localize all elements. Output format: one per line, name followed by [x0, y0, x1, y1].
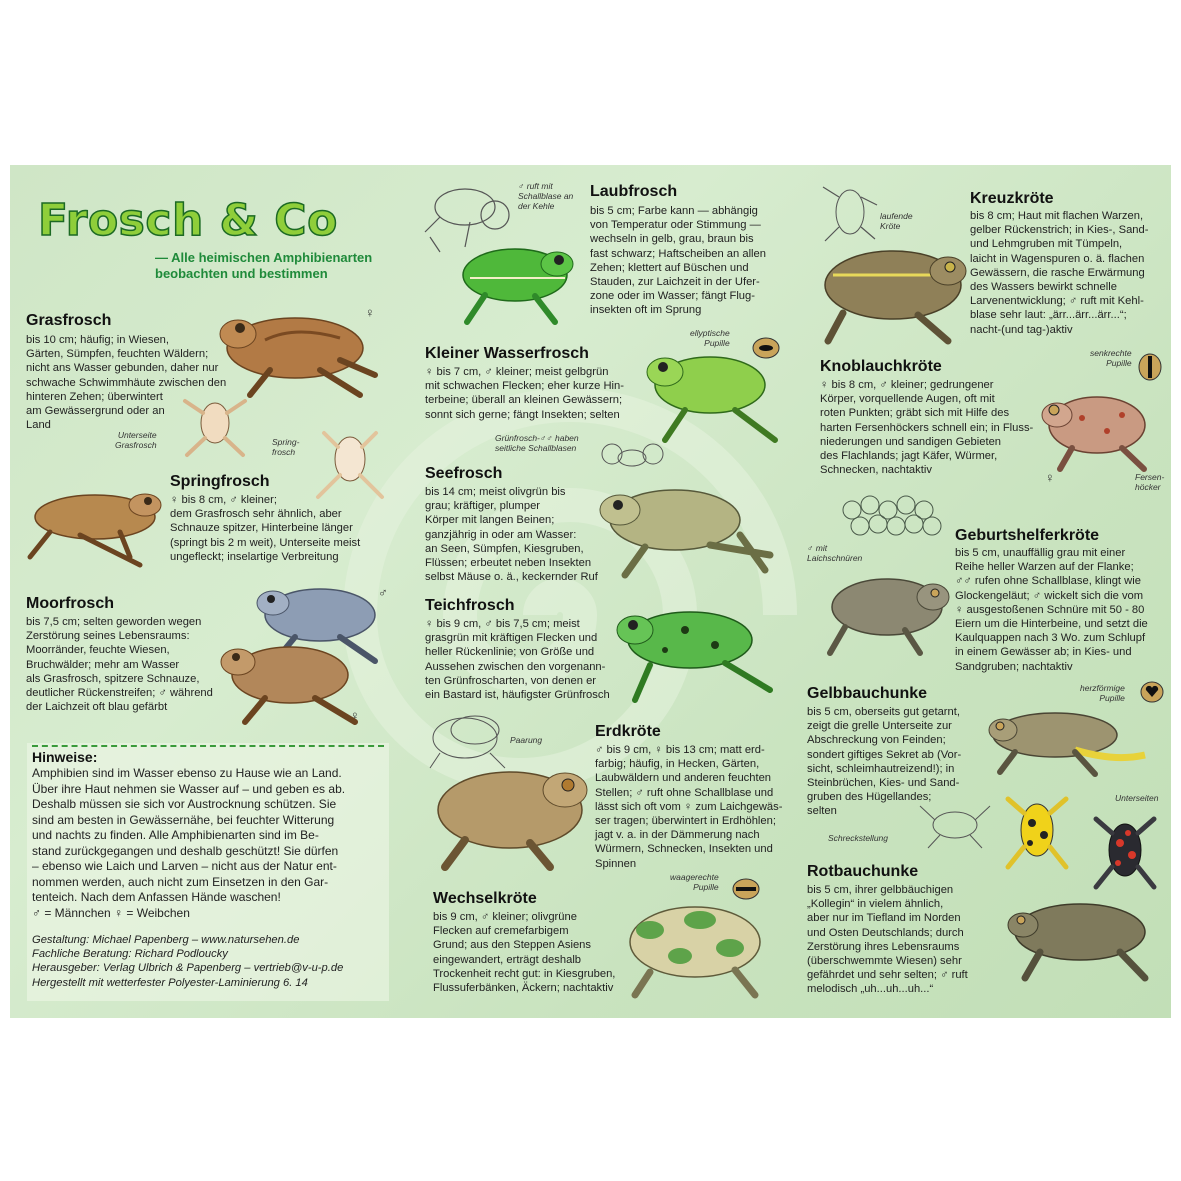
male-symbol: ♂: [378, 585, 388, 600]
laubfrosch-illustration-icon: [445, 230, 585, 330]
knoblauchkroete-caption: senkrechte Pupille: [1090, 348, 1132, 368]
springfrosch-illustration-icon: [20, 477, 170, 572]
kreuzkroete-heading: Kreuzkröte: [970, 190, 1054, 207]
seefrosch-illustration-icon: [590, 475, 780, 580]
page-subtitle: — Alle heimischen Amphibienarten beobachten und bestimmen: [155, 250, 373, 281]
geburtshelferkroete-caption: ♂ mit Laichschnüren: [807, 543, 863, 563]
kreuzkroete-caption: laufende Kröte: [880, 211, 913, 231]
wechselkroete-illustration-icon: [610, 890, 780, 1000]
grasfrosch-underside-icon: [175, 393, 255, 463]
laubfrosch-caption: ♂ ruft mit Schallblase an der Kehle: [518, 181, 574, 211]
female-symbol-moorfrosch: ♀: [350, 708, 360, 723]
erdkroete-caption: Paarung: [510, 735, 543, 745]
geburtshelferkroete-illustration-icon: [815, 565, 955, 660]
grasfrosch-heading: Grasfrosch: [26, 312, 112, 329]
knoblauchkroete-heading: Knoblauchkröte: [820, 358, 942, 375]
gelbbauchunke-caption: herzförmige Pupille: [1080, 683, 1125, 703]
moorfrosch-text: bis 7,5 cm; selten geworden wegen Zerstörung seines Lebensraums: Moorränder, feuchte Wiesen, Bruchwälder; mehr am Wasser als Grasfrosch, spitzere Schnauze, deutlicher Rückenstreifen; ♂ während der Laichzeit oft blau gefärbt: [26, 616, 213, 714]
geburtshelferkroete-text: bis 5 cm, unauffällig grau mit einer Reihe heller Warzen auf der Flanke; ♂♂ rufen ohne Schallblase, klingt wie Glockengeläut; ♂ wickelt sich die vom ♀ ausgestoßenen Schnüre mit 50 - 80 Eiern um die Hinterbeine, und setzt die Kaulquappen nach 3 Wo. zum Schlupf in einem Gewässer ab; in Kies- und Sandgruben; nachtaktiv: [955, 547, 1148, 673]
vertical-pupil-icon: [1138, 353, 1162, 381]
erdkroete-text: ♂ bis 9 cm, ♀ bis 13 cm; matt erd- farbig; häufig, in Hecken, Gärten, Laubwäldern und anderen feuchten Stellen; ♂ ruft ohne Schallblase und lässt sich oft vom ♀ zum Laichgewäs- ser tragen; überwintert in Erdhöhlen; jagt v. a. in der Dämmerung nach Würmern, Schnecken, Insekten und Spinnen: [595, 744, 783, 870]
hinweise-divider: [32, 745, 384, 747]
teichfrosch-illustration-icon: [605, 595, 780, 705]
springfrosch-text: ♀ bis 8 cm, ♂ kleiner; dem Grasfrosch sehr ähnlich, aber Schnauze spitzer, Hinterbeine länger (springt bis 2 m weit), Unterseite meist ungefleckt; inselartige Verbreitung: [170, 494, 361, 563]
hinweise-heading: Hinweise:: [32, 749, 98, 765]
wechselkroete-caption: waagerechte Pupille: [670, 872, 719, 892]
female-symbol-knoblauchkroete: ♀: [1045, 470, 1055, 485]
springfrosch-underside-caption: Spring- frosch: [272, 437, 300, 457]
female-symbol: ♀: [365, 305, 375, 320]
kleiner-wasserfrosch-illustration-icon: [635, 340, 780, 445]
rotbauchunke-text: bis 5 cm, ihrer gelbbäuchigen „Kollegin“ in vielem ähnlich, aber nur im Tiefland im Norden und Osten Deutschlands; durch Zerstörung ihres Lebensraums (überschwemmte Wiesen) sehr gefährdet und sehr selten; ♂ ruft melodisch „uh...uh...uh...“: [807, 884, 968, 996]
grasfrosch-underside-caption: Unterseite Grasfrosch: [115, 430, 157, 450]
kreuzkroete-illustration-icon: [808, 233, 973, 348]
seefrosch-text: bis 14 cm; meist olivgrün bis grau; kräftiger, plumper Körper mit langen Beinen; ganzjährig in oder am Wasser: an Seen, Sümpfen, Kiesgruben, Flüssen; erbeutet neben Insekten selbst Mäuse o. ä., keckernder Ruf: [425, 486, 598, 584]
schreckstellung-caption: Schreckstellung: [828, 833, 889, 843]
gelbbauchunke-heading: Gelbbauchunke: [807, 685, 928, 702]
erdkroete-illustration-icon: [420, 755, 600, 875]
springfrosch-heading: Springfrosch: [170, 473, 270, 490]
kleiner-wasserfrosch-caption: ellyptische Pupille: [690, 328, 730, 348]
geburtshelferkroete-heading: Geburtshelferkröte: [955, 527, 1100, 544]
hinweise-text: Amphibien sind im Wasser ebenso zu Hause wie an Land. Über ihre Haut nehmen sie Wasser auf – und geben es ab. Deshalb müssen sie sich vor Austrocknung schützen. Sie sind am besten in Gewässernähe, bei feuchter Witterung und nachts zu finden. Alle Amphibienarten sind im Be- stand zurückgegangen und deshalb geschützt! Sie dürfen – ebenso wie Laich und Larven – nicht aus der Natur ent- nommen werden, auch nicht zum Einsetzen in den Gar- tenteich. Nach dem Anfassen Hände waschen! ♂ = Männchen ♀ = Weibchen: [32, 766, 346, 920]
seefrosch-heading: Seefrosch: [425, 465, 503, 482]
rotbauchunke-illustration-icon: [995, 890, 1165, 985]
rotbauchunke-heading: Rotbauchunke: [807, 863, 919, 880]
page-title: Frosch & Co: [38, 195, 338, 246]
wechselkroete-text: bis 9 cm, ♂ kleiner; olivgrüne Flecken auf cremefarbigem Grund; aus den Steppen Asiens eingewandert, erträgt deshalb Trockenheit recht gut: in Kiesgruben, Flussuferbänken, Äckern; nachtaktiv: [433, 911, 616, 995]
laubfrosch-text: bis 5 cm; Farbe kann — abhängig von Temperatur oder Stimmung — wechseln in gelb, grau, braun bis fast schwarz; Haftscheiben an allen Zehen; klettert auf Büschen und Stauden, zur Laichzeit in der Ufer- zone oder im Wasser; fängt Flug- insekten oft im Sprung: [590, 205, 766, 317]
moorfrosch-heading: Moorfrosch: [26, 595, 114, 612]
moorfrosch-female-illustration-icon: [210, 630, 360, 725]
credits-text: Gestaltung: Michael Papenberg – www.natursehen.de Fachliche Beratung: Richard Podloucky Herausgeber: Verlag Ulbrich & Papenberg – vertrieb@v-u-p.de Hergestellt mit wetterfester Polyester-Laminierung 6. 14: [32, 934, 344, 989]
grasfrosch-text: bis 10 cm; häufig; in Wiesen, Gärten, Sümpfen, feuchten Wäldern; nicht ans Wasser gebunden, daher nur schwache Schwimmhäute zwischen den hinteren Zehen; überwintert am Gewässergrund oder an Land: [26, 334, 227, 432]
fersenhoecker-caption: Fersen- höcker: [1135, 472, 1165, 492]
springfrosch-underside-icon: [310, 427, 390, 502]
laichschnuere-eggs-icon: [840, 490, 950, 550]
teichfrosch-heading: Teichfrosch: [425, 597, 515, 614]
gelbbauchunke-illustration-icon: [975, 700, 1155, 780]
laubfrosch-heading: Laubfrosch: [590, 183, 678, 200]
knoblauchkroete-text: ♀ bis 8 cm, ♂ kleiner; gedrungener Körper, vorquellende Augen, oft mit roten Punkten; gräbt sich mit Hilfe des harten Fersenhöckers schnell ein; in Fluss- niederungen und sandigen Gebieten des Flachlands; jagt Käfer, Würmer, Schnecken, nachtaktiv: [820, 379, 1034, 477]
gruenfrosch-caption: Grünfrosch-♂♂ haben seitliche Schallblasen: [495, 433, 579, 453]
vocal-sacs-sketch-icon: [600, 438, 665, 470]
gelbbauchunke-underside-icon: [1002, 785, 1072, 875]
gelbbauchunke-text: bis 5 cm, oberseits gut getarnt, zeigt die grelle Unterseite zur Abschreckung von Feinden; sondert giftiges Sekret ab (Vor- sicht, schleimhautreizend!); in Steinbrüchen, Kies- und Sand- gruben des Hügellandes; selten: [807, 706, 962, 818]
kleiner-wasserfrosch-text: ♀ bis 7 cm, ♂ kleiner; meist gelbgrün mit schwachen Flecken; eher kurze Hin- terbeine; überall an kleinen Gewässern; sonnt sich gerne; fängt Insekten; selten: [425, 366, 624, 421]
grasfrosch-illustration-icon: [210, 300, 380, 405]
kleiner-wasserfrosch-heading: Kleiner Wasserfrosch: [425, 345, 589, 362]
wechselkroete-heading: Wechselkröte: [433, 890, 537, 907]
knoblauchkroete-illustration-icon: [1032, 383, 1152, 473]
rotbauchunke-underside-icon: [1090, 805, 1160, 895]
unterseiten-caption: Unterseiten: [1115, 793, 1159, 803]
erdkroete-heading: Erdkröte: [595, 723, 661, 740]
schreckstellung-sketch-icon: [910, 800, 1000, 850]
kreuzkroete-text: bis 8 cm; Haut mit flachen Warzen, gelber Rückenstrich; in Kies-, Sand- und Lehmgruben mit Tümpeln, laicht in Wagenspuren o. ä. flachen Gewässern, die rasche Erwärmung des Wassers bewirkt schnelle Larvenentwicklung; ♂ ruft mit Kehl- blase sehr laut: „ärr...ärr...ärr...“; nacht-(und tag-)aktiv: [970, 210, 1149, 336]
poster-sheet: [10, 165, 1171, 1018]
teichfrosch-text: ♀ bis 9 cm, ♂ bis 7,5 cm; meist grasgrün mit kräftigen Flecken und heller Rückenlinie; von Größe und Aussehen zwischen den vorgenann- ten Grünfroscharten, von denen er ein Bastard ist, häufigster Grünfrosch: [425, 618, 610, 702]
